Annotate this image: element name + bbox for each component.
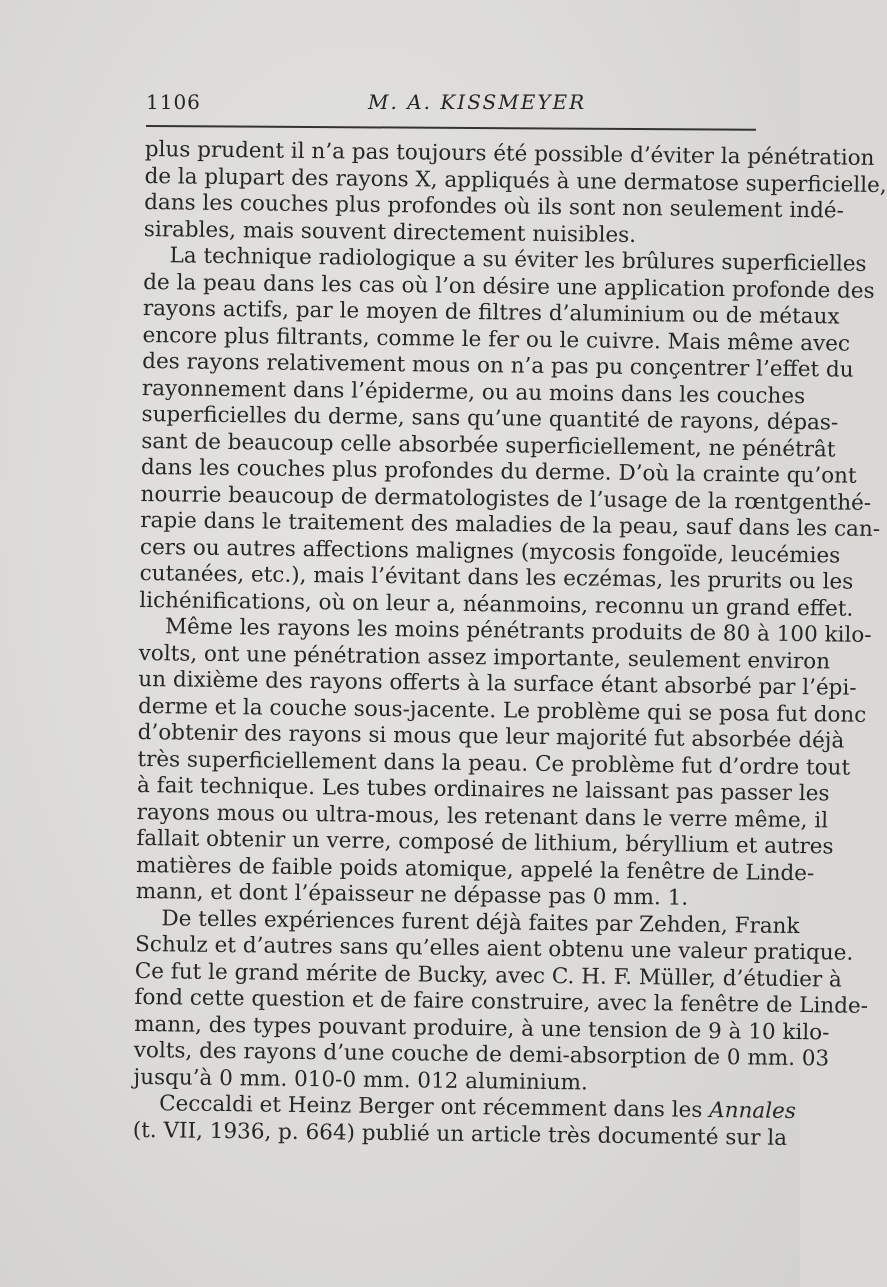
text-line: mann, des types pouvant produire, à une tension de 9 à 10 kilo- [134,1011,830,1045]
text-line: à fait technique. Les tubes ordinaires ne laissant pas passer les [136,772,830,807]
text-line: De telles expériences furent déjà faites par Zehden, Frank [161,905,800,939]
text-line: matières de faible poids atomique, appelé la fenêtre de Linde- [135,852,815,886]
text-line: Même les rayons les moins pénétrants produits de 80 à 100 kilo- [164,614,872,648]
text-line: mann, et dont l’épaisseur ne dépasse pas 0 mm. 1. [135,878,689,911]
text-line: derme et la couche sous-jacente. Le problème qui se posa fut donc [137,693,867,728]
text-line: cutanées, etc.), mais l’évitant dans les eczémas, les prurits ou les [139,560,854,595]
text-line-start: Ceccaldi et Heinz Berger ont récemment dans les [159,1091,703,1123]
text-line: de la plupart des rayons X, appliqués à une dermatose superficielle, [144,163,887,198]
text-line: volts, ont une pénétration assez importante, seulement environ [138,640,831,674]
text-line: lichénifications, où on leur a, néanmoins, reconnu un grand effet. [139,587,854,622]
text-line: rapie dans le traitement des maladies de la peau, sauf dans les can- [140,507,881,543]
text-line: des rayons relativement mous on n’a pas pu conçentrer l’effet du [142,348,854,383]
text-line: rayonnement dans l’épiderme, ou au moins dans les couches [141,375,806,409]
text-line: cers ou autres affections malignes (mycosis fongoïde, leucémies [139,534,841,569]
text-line: sant de beaucoup celle absorbée superficiellement, ne pénétrât [141,428,836,462]
text-line: fond cette question et de faire construire, avec la fenêtre de Linde- [134,984,869,1019]
header-rule [146,125,756,131]
text-line: (t. VII, 1936, p. 664) publié un article très documenté sur la [132,1117,788,1151]
text-line: sirables, mais souvent directement nuisibles. [143,216,637,248]
running-head [146,90,756,120]
text-line: fallait obtenir un verre, composé de lithium, béryllium et autres [136,825,834,860]
annales-title: Annales [709,1097,796,1125]
text-line: dans les couches plus profondes du derme. D’où la crainte qu’ont [140,454,857,489]
text-line: très superficiellement dans la peau. Ce problème fut d’ordre tout [137,746,851,781]
text-line: nourrie beaucoup de dermatologistes de l’usage de la rœntgenthé- [140,481,872,516]
text-line: Ce fut le grand mérite de Bucky, avec C. H. F. Müller, d’étudier à [134,958,842,993]
text-line: jusqu’à 0 mm. 010-0 mm. 012 aluminium. [133,1064,588,1095]
text-line: Schulz et d’autres sans qu’elles aient obtenu une valeur pratique. [134,931,854,966]
text-line: plus prudent il n’a pas toujours été possible d’éviter la pénétration [144,137,875,171]
text-line: de la peau dans les cas où l’on désire une application profonde des [143,269,875,304]
text-line: rayons mous ou ultra-mous, les retenant dans le verre même, il [136,799,829,833]
text-line: un dixième des rayons offerts à la surface étant absorbé par l’épi- [138,666,857,701]
text-line: dans les couches plus profondes où ils sont non seulement indé- [144,189,844,224]
text-line: d’obtenir des rayons si mous que leur majorité fut absorbée déjà [137,719,845,754]
text-line: La technique radiologique a su éviter les brûlures superficielles [169,243,867,277]
page-number: 1106 [146,90,201,114]
body-text [132,137,887,1151]
running-head-author: M. A. KISSMEYER [368,90,587,114]
text-line: encore plus filtrants, comme le fer ou le cuivre. Mais même avec [142,322,851,357]
text-line: volts, des rayons d’une couche de demi-absorption de 0 mm. 03 [133,1037,830,1072]
text-line: superficielles du derme, sans qu’une quantité de rayons, dépas- [141,401,839,436]
text-line: rayons actifs, par le moyen de filtres d’aluminium ou de métaux [142,295,840,330]
